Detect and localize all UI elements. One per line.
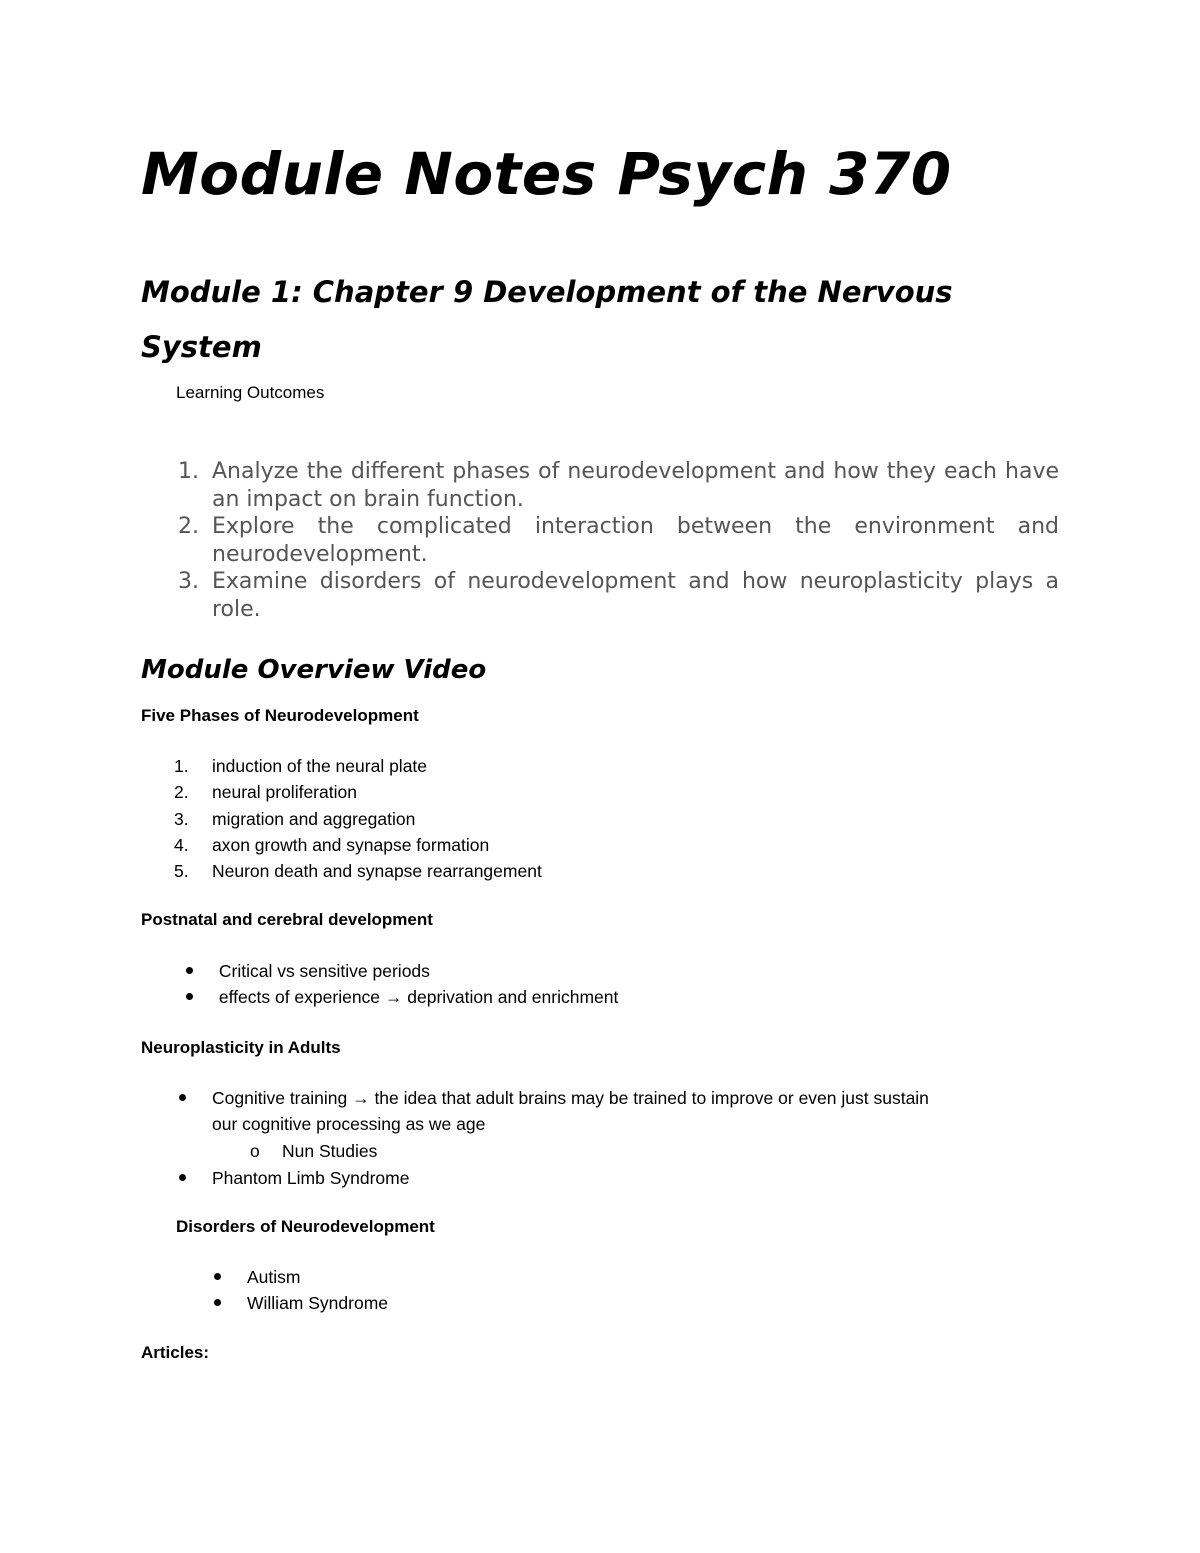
five-phases-heading: Five Phases of Neurodevelopment — [141, 706, 419, 725]
list-item-text: Phantom Limb Syndrome — [212, 1167, 410, 1188]
list-item-text: Nun Studies — [282, 1140, 378, 1161]
list-item — [214, 958, 618, 984]
learning-outcome-item — [141, 568, 1059, 623]
circle-bullet-icon: o — [250, 1140, 260, 1161]
list-item-text: Cognitive training → the idea that adult brains may be trained to improve or even just sustain — [212, 1088, 929, 1108]
list-item — [174, 806, 542, 832]
list-number: 1. — [174, 756, 189, 776]
bullet-icon — [186, 967, 193, 974]
list-item — [247, 1264, 388, 1290]
list-item-text: William Syndrome — [247, 1293, 388, 1314]
learning-outcome-item — [141, 458, 1059, 513]
bullet-icon — [179, 1094, 186, 1101]
list-item-text: effects of experience → deprivation and enrichment — [214, 987, 619, 1008]
neuroplasticity-list — [212, 1085, 929, 1191]
document-title: Module Notes Psych 370 — [141, 140, 952, 208]
list-item-text: Neuron death and synapse rearrangement — [212, 861, 542, 882]
learning-outcome-text: Analyze the different phases of neurodevelopment and how they each have an impact on brain function. — [212, 459, 1059, 512]
neuroplasticity-heading: Neuroplasticity in Adults — [141, 1038, 341, 1057]
list-item — [212, 1165, 929, 1191]
list-item — [212, 1085, 929, 1111]
list-item-text: migration and aggregation — [212, 808, 416, 829]
list-number: 3. — [174, 808, 189, 829]
learning-outcome-item — [141, 513, 1059, 568]
list-item — [174, 753, 542, 779]
disorders-list — [247, 1264, 388, 1317]
list-number: 5. — [174, 861, 189, 882]
bullet-icon — [214, 1273, 221, 1280]
list-number: 2. — [178, 514, 199, 539]
list-item — [174, 779, 542, 805]
bullet-icon — [214, 1299, 221, 1306]
list-number: 4. — [174, 834, 189, 855]
bullet-icon — [186, 993, 193, 1000]
sub-list-item — [212, 1138, 929, 1164]
list-item — [174, 832, 542, 858]
list-item-continuation — [212, 1111, 929, 1137]
list-item — [214, 984, 618, 1010]
postnatal-list — [214, 958, 618, 1011]
learning-outcome-text: Explore the complicated interaction between the environment and neurodevelopment. — [212, 514, 1059, 567]
learning-outcomes-list — [141, 458, 1059, 623]
postnatal-heading: Postnatal and cerebral development — [141, 910, 433, 929]
learning-outcome-text: Examine disorders of neurodevelopment and how neuroplasticity plays a role. — [212, 569, 1059, 622]
learning-outcomes-label: Learning Outcomes — [176, 383, 325, 402]
list-item-text: Critical vs sensitive periods — [214, 961, 430, 981]
module-heading: Module 1: Chapter 9 Development of the Nervous System — [141, 275, 953, 364]
list-item-text: axon growth and synapse formation — [212, 834, 490, 855]
list-number: 2. — [174, 782, 189, 803]
disorders-heading: Disorders of Neurodevelopment — [176, 1217, 435, 1236]
list-number: 1. — [178, 459, 199, 484]
list-item — [174, 858, 542, 884]
overview-heading: Module Overview Video — [141, 655, 487, 685]
bullet-icon — [179, 1174, 186, 1181]
list-item-text: induction of the neural plate — [212, 756, 428, 776]
list-item-text: neural proliferation — [212, 782, 357, 803]
five-phases-list — [174, 753, 542, 884]
list-item — [247, 1290, 388, 1316]
list-item-text: Autism — [247, 1267, 301, 1287]
articles-label: Articles: — [141, 1343, 210, 1362]
list-number: 3. — [178, 569, 199, 594]
list-item-text: our cognitive processing as we age — [212, 1114, 486, 1135]
